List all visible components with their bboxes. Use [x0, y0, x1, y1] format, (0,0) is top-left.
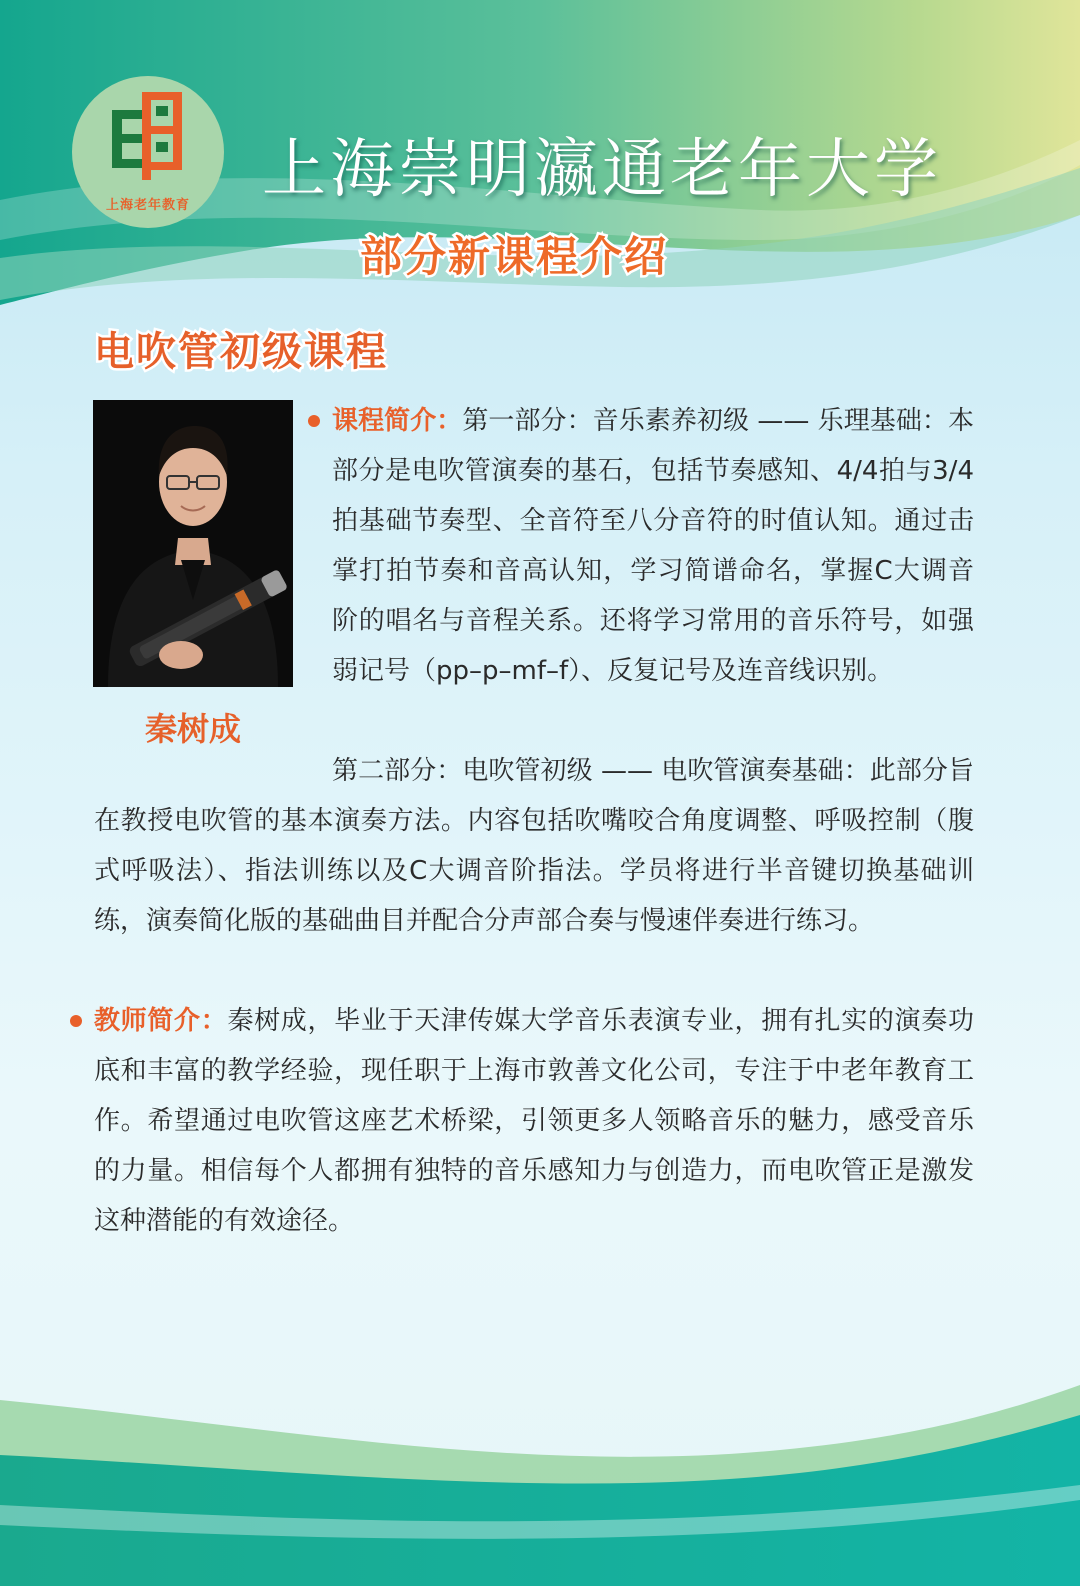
teacher-intro	[94, 996, 974, 1246]
teacher-name: 秦树成	[144, 710, 241, 748]
course-intro-part1-text: 第一部分：音乐素养初级 —— 乐理基础：本部分是电吹管演奏的基石，包括节奏感知、4/4拍与3/4拍基础节奏型、全音符至八分音符的时值认知。通过击掌打拍节奏和音高认知，学习简谱命名，掌握C大调音阶的唱名与音程关系。还将学习常用的音乐符号，如强弱记号（pp–p–mf–f）、反复记号及连音线识别。	[332, 406, 974, 686]
course-intro-label: 课程简介：	[332, 406, 463, 436]
course-intro-part1	[332, 396, 974, 696]
bullet-dot-icon	[308, 415, 320, 427]
page-title: 上海崇明瀛通老年大学	[262, 133, 942, 207]
teacher-intro-label: 教师简介：	[94, 1006, 228, 1036]
teacher-intro-text: 秦树成，毕业于天津传媒大学音乐表演专业，拥有扎实的演奏功底和丰富的教学经验，现任职于上海市敦善文化公司，专注于中老年教育工作。希望通过电吹管这座艺术桥梁，引领更多人领略音乐的魅力，感受音乐的力量。相信每个人都拥有独特的音乐感知力与创造力，而电吹管正是激发这种潜能的有效途径。	[94, 1006, 974, 1236]
teacher-portrait-icon	[93, 400, 293, 687]
page-subtitle: 部分新课程介绍	[360, 232, 669, 281]
logo-emblem-icon	[72, 76, 224, 196]
teacher-photo	[93, 400, 293, 687]
course-title: 电吹管初级课程	[94, 329, 388, 375]
bullet-dot-icon	[70, 1015, 82, 1027]
school-logo	[72, 76, 224, 228]
course-intro-part2: 第二部分：电吹管初级 —— 电吹管演奏基础：此部分旨在教授电吹管的基本演奏方法。内容包括吹嘴咬合角度调整、呼吸控制（腹式呼吸法）、指法训练以及C大调音阶指法。学员将进行半音键切换基础训练，演奏简化版的基础曲目并配合分声部合奏与慢速伴奏进行练习。	[94, 756, 974, 936]
logo-caption: 上海老年教育	[105, 198, 190, 213]
